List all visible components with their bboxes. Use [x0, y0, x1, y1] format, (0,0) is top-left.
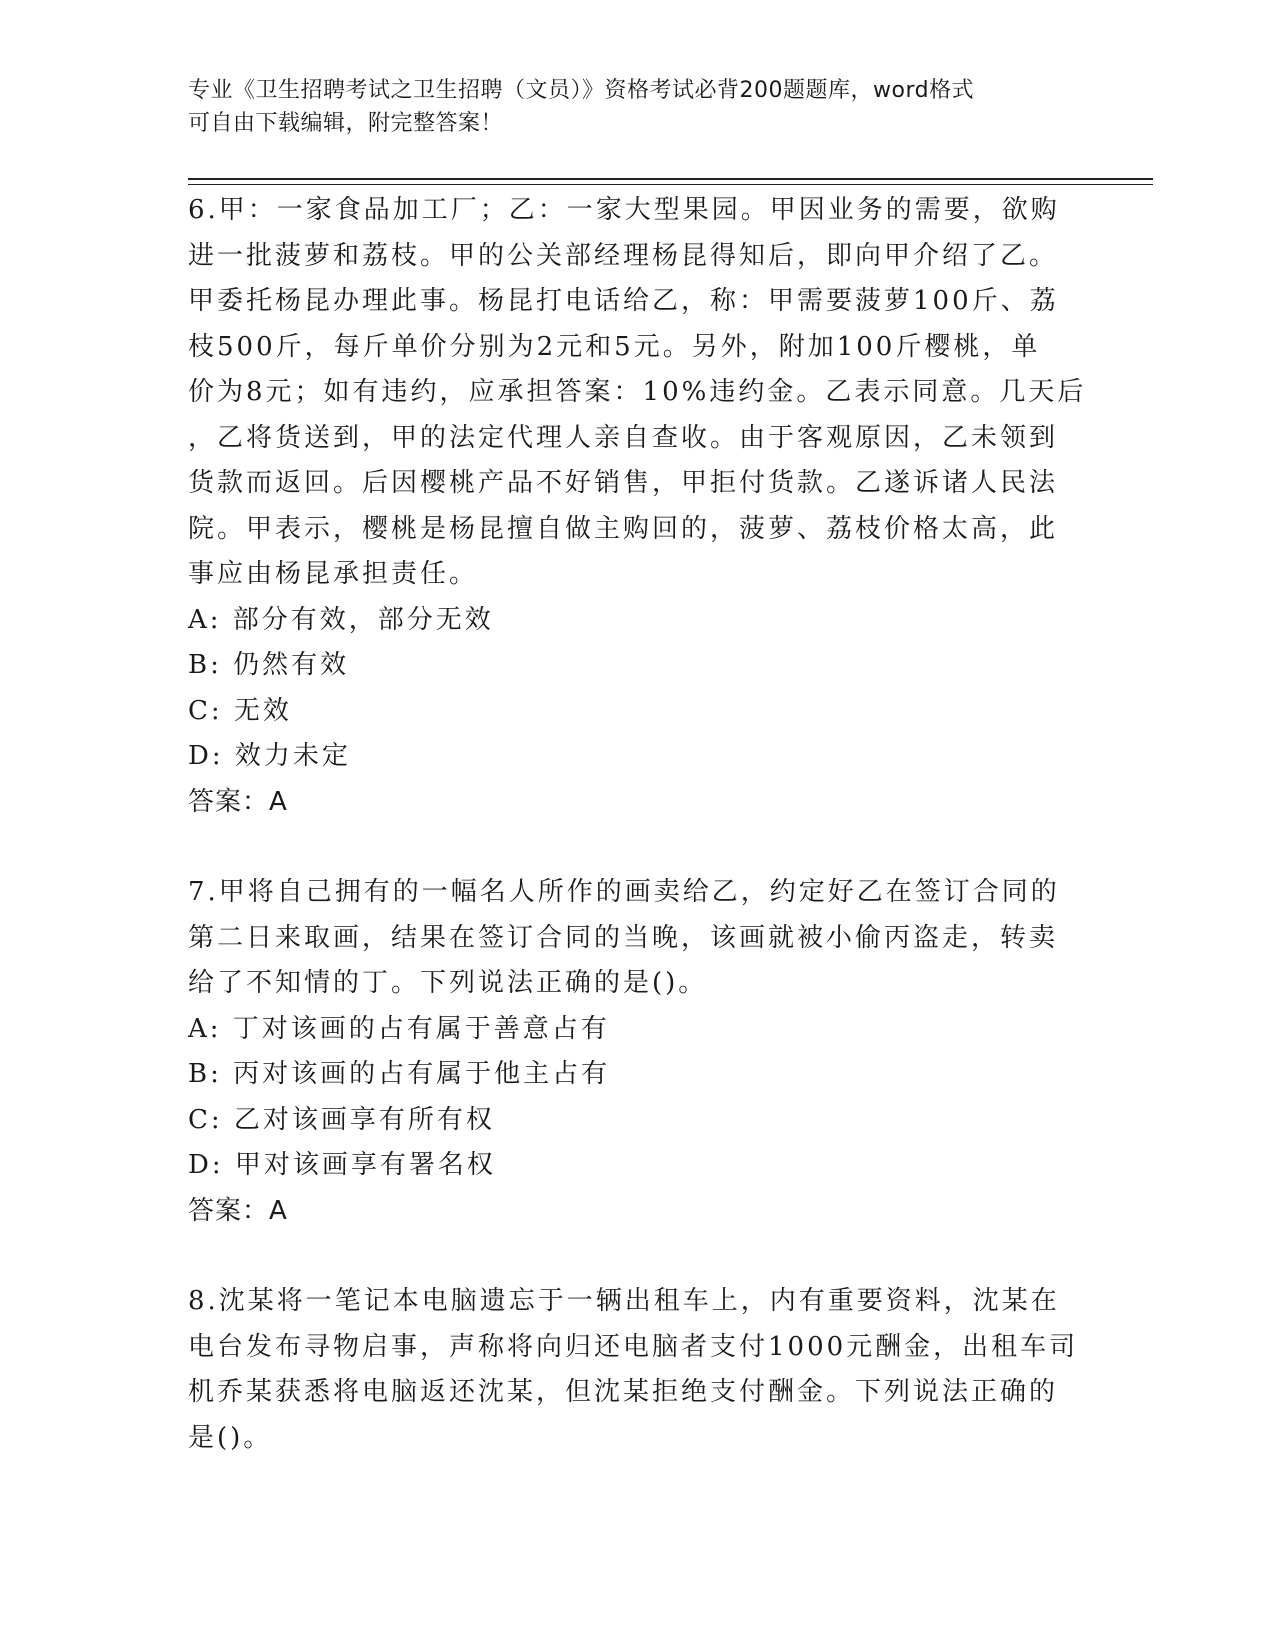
document-body	[188, 188, 1088, 1461]
answer: 答案：A	[188, 786, 288, 817]
option-d: D: 甲对该画享有署名权	[188, 1150, 496, 1180]
option-a: A: 部分有效，部分无效	[188, 604, 494, 635]
option-b: B: 仍然有效	[188, 650, 350, 680]
question-text-line: 价为8元；如有违约，应承担答案：10%违约金。乙表示同意。几天后	[188, 377, 1087, 407]
header-line-2: 可自由下载编辑，附完整答案！	[188, 111, 504, 136]
question-text-line: 7.甲将自己拥有的一幅名人所作的画卖给乙，约定好乙在签订合同的	[188, 877, 1060, 907]
header-line-1: 专业《卫生招聘考试之卫生招聘（文员）》资格考试必背200题题库，word格式	[188, 78, 975, 103]
question-spacer	[188, 825, 1088, 870]
option-d: D: 效力未定	[188, 741, 351, 771]
question-text-line: 给了不知情的丁。下列说法正确的是()。	[188, 968, 708, 998]
question-text-line: 是()。	[188, 1422, 273, 1453]
question-text-line: 进一批菠萝和荔枝。甲的公关部经理杨昆得知后，即向甲介绍了乙。	[188, 240, 1059, 271]
question-7	[188, 870, 1088, 1234]
header-divider-thin	[188, 184, 1153, 185]
document-header	[188, 74, 1068, 140]
question-8	[188, 1279, 1088, 1461]
option-c: C: 无效	[188, 695, 292, 726]
question-text-line: ，乙将货送到，甲的法定代理人亲自查收。由于客观原因，乙未领到	[188, 422, 1059, 453]
question-text-line: 第二日来取画，结果在签订合同的当晚，该画就被小偷丙盗走，转卖	[188, 922, 1059, 953]
question-text-line: 电台发布寻物启事，声称将向归还电脑者支付1000元酬金，出租车司	[188, 1331, 1079, 1362]
question-text-line: 院。甲表示，樱桃是杨昆擅自做主购回的，菠萝、荔枝价格太高，此	[188, 513, 1059, 544]
question-text-line: 货款而返回。后因樱桃产品不好销售，甲拒付货款。乙遂诉诸人民法	[188, 468, 1059, 498]
question-text-line: 8.沈某将一笔记本电脑遗忘于一辆出租车上，内有重要资料，沈某在	[188, 1286, 1060, 1316]
option-b: B: 丙对该画的占有属于他主占有	[188, 1059, 611, 1089]
question-text-line: 事应由杨昆承担责任。	[188, 559, 479, 589]
question-text-line: 甲委托杨昆办理此事。杨昆打电话给乙，称：甲需要菠萝100斤、荔	[188, 286, 1059, 316]
header-divider-thick	[188, 178, 1153, 180]
question-spacer	[188, 1234, 1088, 1279]
question-text-line: 枝500斤，每斤单价分别为2元和5元。另外，附加100斤樱桃，单	[188, 331, 1041, 362]
question-text-line: 机乔某获悉将电脑返还沈某，但沈某拒绝支付酬金。下列说法正确的	[188, 1377, 1059, 1407]
option-c: C: 乙对该画享有所有权	[188, 1104, 495, 1135]
question-6	[188, 188, 1088, 825]
question-text-line: 6.甲：一家食品加工厂；乙：一家大型果园。甲因业务的需要，欲购	[188, 195, 1060, 225]
option-a: A: 丁对该画的占有属于善意占有	[188, 1013, 610, 1044]
answer: 答案：A	[188, 1195, 288, 1226]
